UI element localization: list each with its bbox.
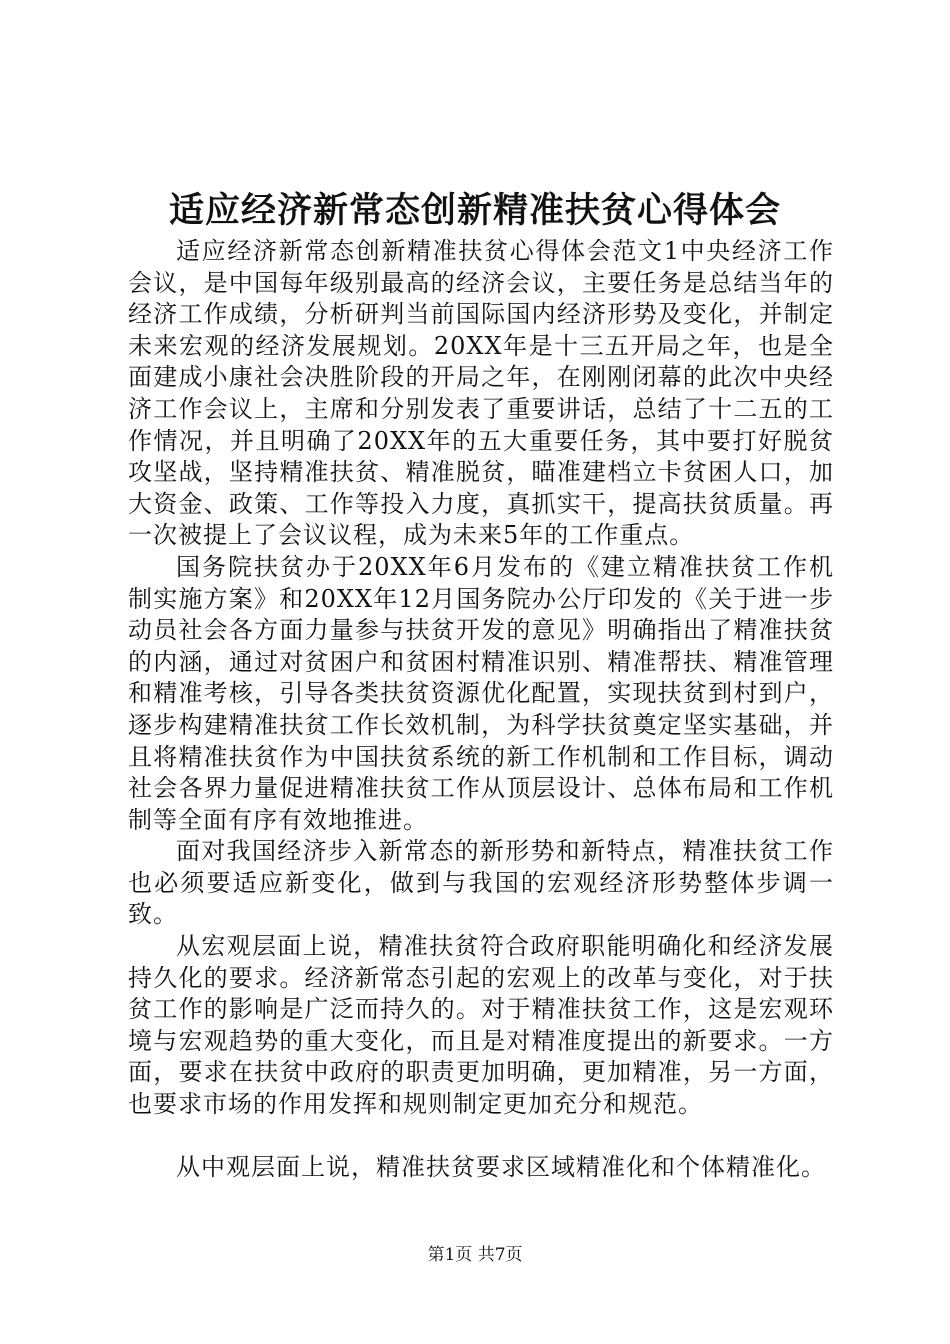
paragraph-5: 从中观层面上说，精准扶贫要求区域精准化和个体精准化。 <box>176 1153 826 1182</box>
document-title: 适应经济新常态创新精准扶贫心得体会 <box>168 190 781 231</box>
document-body <box>128 236 834 1184</box>
paragraph-3: 面对我国经济步入新常态的新形势和新特点，精准扶贫工作也必须要适应新变化，做到与我国的宏观经济形势整体步调一致。 <box>128 837 834 929</box>
paragraph-1: 适应经济新常态创新精准扶贫心得体会范文1中央经济工作会议，是中国每年级别最高的经济会议，主要任务是总结当年的经济工作成绩，分析研判当前国际国内经济形势及变化，并制定未来宏观的经济发展规划。20XX年是十三五开局之年，也是全面建成小康社会决胜阶段的开局之年，在刚刚闭幕的此次中央经济工作会议上，主席和分别发表了重要讲话，总结了十二五的工作情况，并且明确了20XX年的五大重要任务，其中要打好脱贫攻坚战，坚持精准扶贫、精准脱贫，瞄准建档立卡贫困人口，加大资金、政策、工作等投入力度，真抓实干，提高扶贫质量。再一次被提上了会议议程，成为未来5年的工作重点。 <box>128 237 834 550</box>
paragraph-2: 国务院扶贫办于20XX年6月发布的《建立精准扶贫工作机制实施方案》和20XX年12月国务院办公厅印发的《关于进一步动员社会各方面力量参与扶贫开发的意见》明确指出了精准扶贫的内涵，通过对贫困户和贫困村精准识别、精准帮扶、精准管理和精准考核，引导各类扶贫资源优化配置，实现扶贫到村到户，逐步构建精准扶贫工作长效机制，为科学扶贫奠定坚实基础，并且将精准扶贫作为中国扶贫系统的新工作机制和工作目标，调动社会各界力量促进精准扶贫工作从顶层设计、总体布局和工作机制等全面有序有效地推进。 <box>128 552 834 834</box>
page-number-footer: 第1页 共7页 <box>427 1245 523 1265</box>
paragraph-4: 从宏观层面上说，精准扶贫符合政府职能明确化和经济发展持久化的要求。经济新常态引起的宏观上的改革与变化，对于扶贫工作的影响是广泛而持久的。对于精准扶贫工作，这是宏观环境与宏观趋势的重大变化，而且是对精准度提出的新要求。一方面，要求在扶贫中政府的职责更加明确，更加精准，另一方面，也要求市场的作用发挥和规则制定更加充分和规范。 <box>128 932 834 1119</box>
